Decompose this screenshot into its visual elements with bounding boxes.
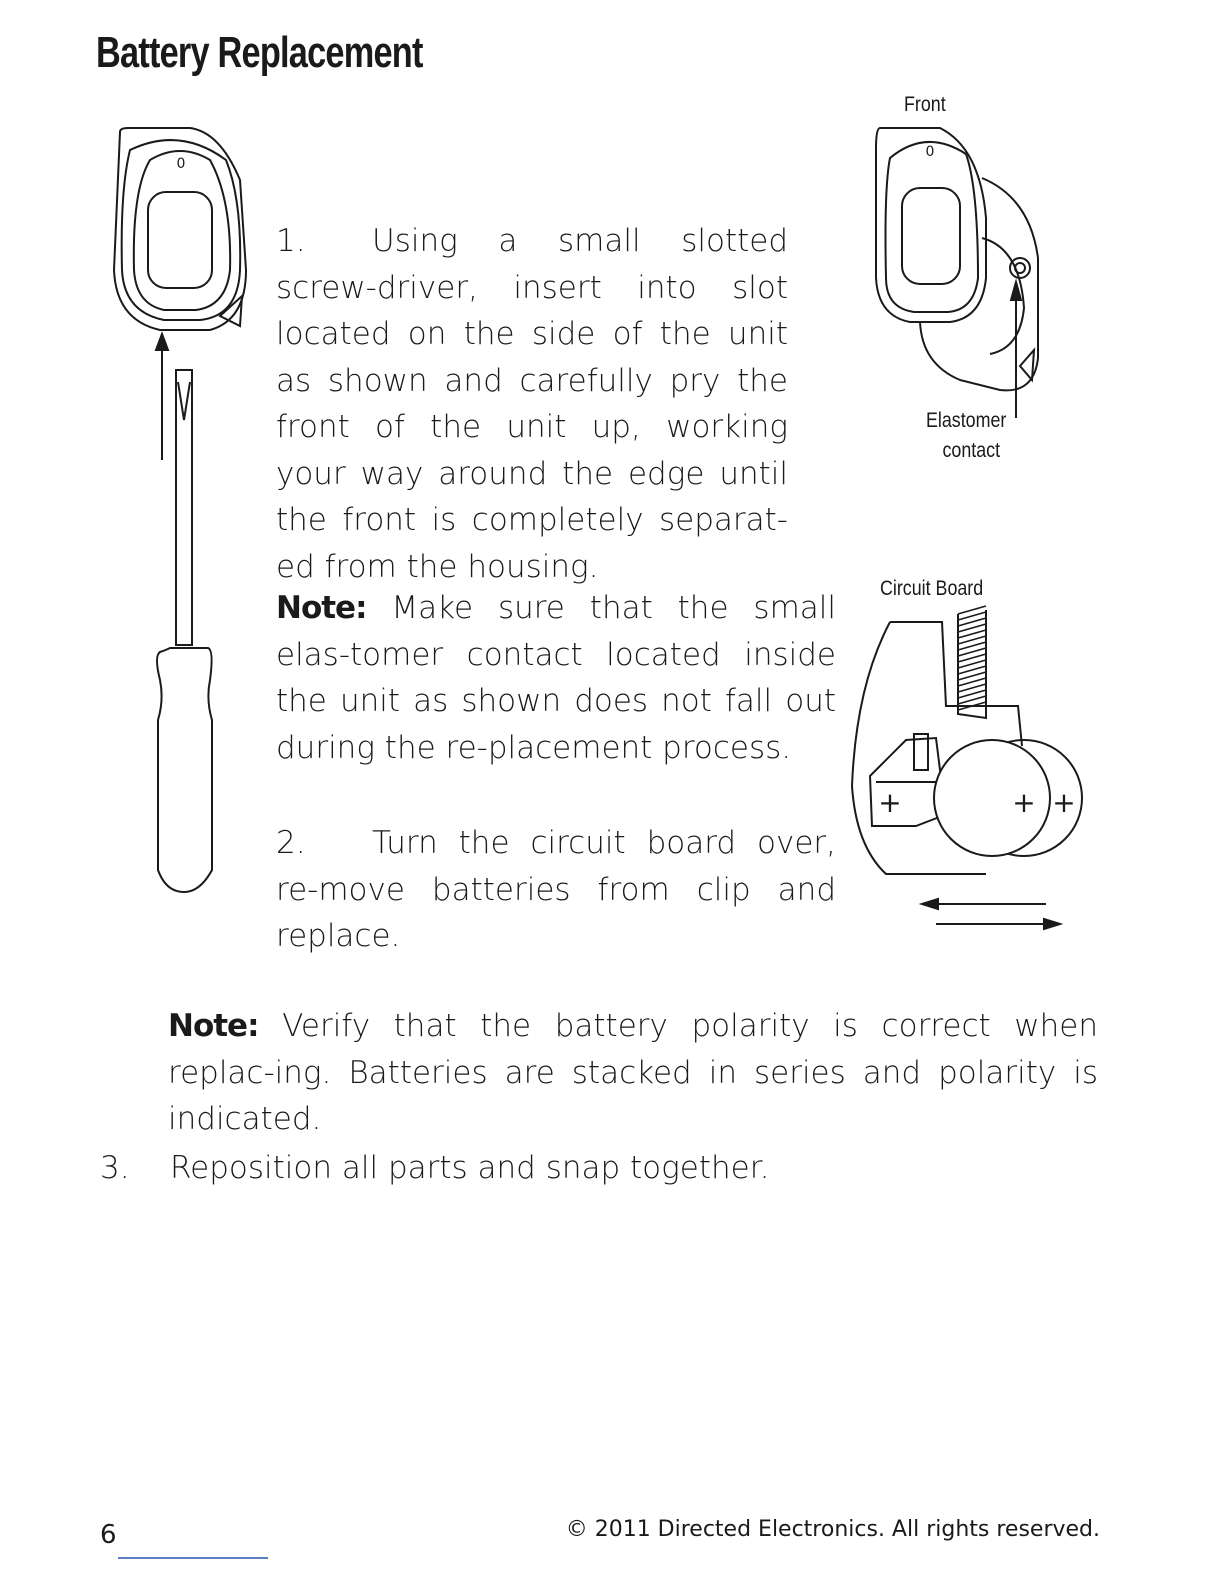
step-1-text: Using a small slotted screw-driver, insert into slot located on the side of the unit as shown and carefully pry the front of the unit up, working your way around the edge until the front is completely separat-ed from the housing. xyxy=(276,223,788,585)
front-button-mark: 0 xyxy=(925,144,935,160)
elastomer-label-line2: contact xyxy=(942,439,1001,462)
step-1-number: 1. xyxy=(276,223,306,259)
note-2-text: Verify that the battery polarity is correct when replac-ing. Batteries are stacked in series and polarity is indicated. xyxy=(168,1008,1098,1137)
step-3-number: 3. xyxy=(100,1150,130,1186)
circuit-board-label: Circuit Board xyxy=(880,577,984,600)
step-2-text: Turn the circuit board over, re-move batteries from clip and replace. xyxy=(276,825,836,954)
note-2 xyxy=(168,1003,1098,1143)
remote-button-mark: 0 xyxy=(176,156,186,172)
note-1-label: Note: xyxy=(276,590,367,626)
step-3-text: Reposition all parts and snap together. xyxy=(170,1150,770,1186)
remote-screwdriver-illustration xyxy=(100,120,260,900)
page-number: 6 xyxy=(100,1520,117,1550)
page-title: Battery Replacement xyxy=(96,28,423,77)
note-2-label: Note: xyxy=(168,1008,259,1044)
step-3 xyxy=(100,1145,1000,1192)
copyright-notice: © 2011 Directed Electronics. All rights reserved. xyxy=(565,1517,1100,1542)
step-2-number: 2. xyxy=(276,825,306,861)
note-1-text: Make sure that the small elas-tomer contact located inside the unit as shown does not fall out during the re-placement process. xyxy=(276,590,836,766)
elastomer-contact-label xyxy=(926,406,1006,466)
front-elastomer-illustration xyxy=(870,118,1050,418)
plus-sign-battery-2: + xyxy=(1052,786,1076,819)
front-label: Front xyxy=(904,93,946,116)
plus-sign-battery-1: + xyxy=(1012,786,1036,819)
elastomer-label-line1: Elastomer xyxy=(926,409,1007,432)
step-2 xyxy=(276,820,836,960)
step-1 xyxy=(276,218,788,590)
circuit-board-illustration xyxy=(846,606,1096,936)
note-1 xyxy=(276,585,836,771)
plus-sign-clip: + xyxy=(878,786,902,819)
footer-rule xyxy=(118,1557,268,1559)
